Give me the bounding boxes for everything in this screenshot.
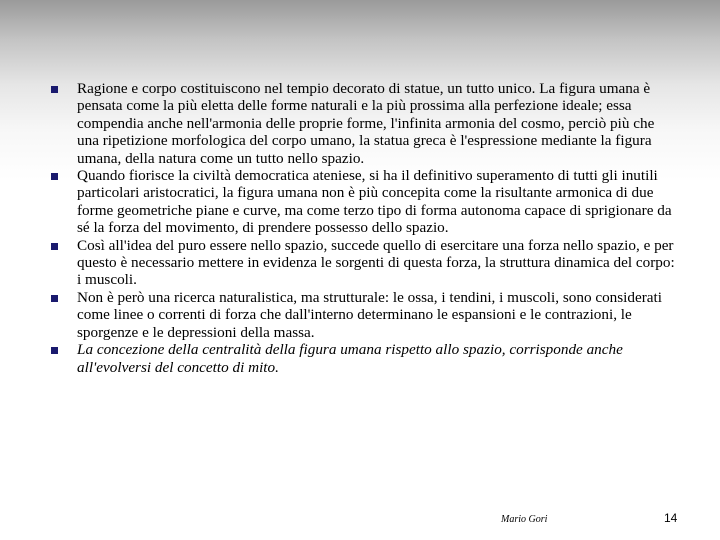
bullet-item	[50, 237, 680, 289]
square-bullet-icon	[51, 86, 58, 93]
bullet-text: Ragione e corpo costituiscono nel tempio decorato di statue, un tutto unico. La figura umana è pensata come la più eletta delle forme naturali e la più prossima alla perfezione ideale; essa compendia anche nell'armonia delle proprie forme, l'infinita armonia del cosmo, perciò più che una ripetizione morfologica del corpo umano, la statua greca è l'espressione mediante la figura umana, della natura come un tutto nello spazio.	[77, 80, 655, 167]
bullet-item	[50, 80, 680, 167]
bullet-text: La concezione della centralità della figura umana rispetto allo spazio, corrisponde anche all'evolversi del concetto di mito.	[77, 341, 623, 376]
square-bullet-icon	[51, 295, 58, 302]
footer-author: Mario Gori	[501, 514, 548, 525]
bullet-text: Non è però una ricerca naturalistica, ma strutturale: le ossa, i tendini, i muscoli, sono considerati come linee o correnti di forza che dall'interno determinano le espansioni e le contrazioni, le sporgenze e le depressioni della massa.	[77, 288, 662, 341]
bullet-item	[50, 289, 680, 341]
page-number: 14	[664, 511, 678, 525]
square-bullet-icon	[51, 347, 58, 354]
bullet-list	[50, 80, 680, 376]
bullet-text: Così all'idea del puro essere nello spazio, succede quello di esercitare una forza nello spazio, e per questo è necessario mettere in evidenza le sorgenti di questa forza, la struttura dinamica del corpo: i muscoli.	[77, 236, 675, 289]
bullet-item	[50, 341, 680, 376]
bullet-item	[50, 167, 680, 237]
square-bullet-icon	[51, 243, 58, 250]
bullet-text: Quando fiorisce la civiltà democratica ateniese, si ha il definitivo superamento di tutti gli inutili particolari aristocratici, la figura umana non è più concepita come la risultante armonica di due forme geometriche piane e curve, ma come terzo tipo di forma autonoma capace di sprigionare da sé la forza del movimento, di prendere possesso dello spazio.	[77, 167, 672, 237]
square-bullet-icon	[51, 173, 58, 180]
